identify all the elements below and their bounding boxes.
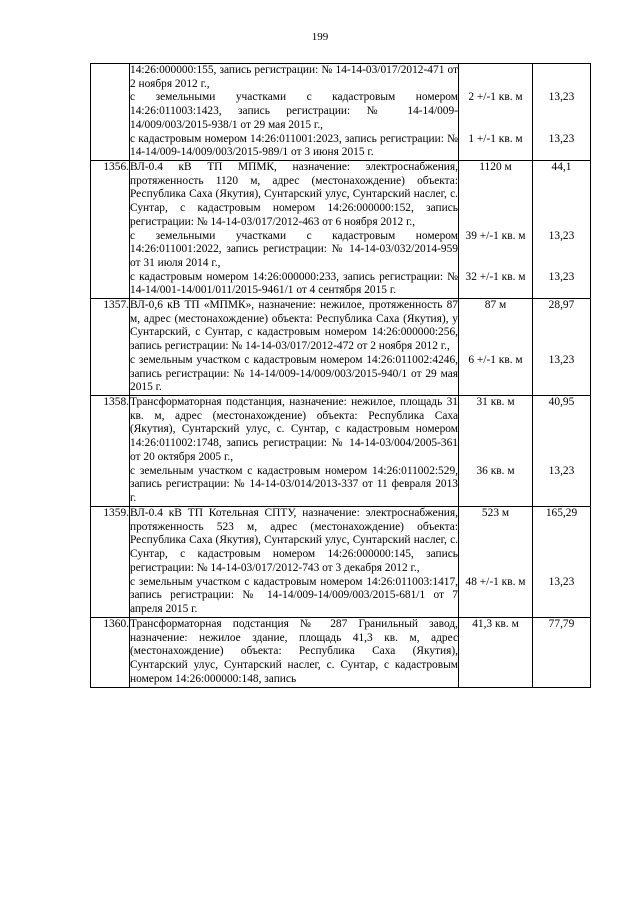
table-row (91, 299, 591, 396)
description-segment: с земельным участком с кадастровым номером 14:26:011002:529, запись регистрации: № 14-14-03/014/2013-337 от 11 февраля 2013 г. (130, 464, 458, 504)
cost-value: 40,95 (548, 396, 575, 409)
cost-column (533, 396, 591, 507)
cost-value: 28,97 (548, 299, 575, 312)
description-segment: с земельными участками с кадастровым номером 14:26:011003:1423, запись регистрации: № 14-14/009-14/009/003/2015-938/1 от 29 мая 2015 г., (130, 91, 458, 131)
area-value: 1 +/-1 кв. м (468, 133, 523, 145)
table-row (91, 161, 591, 299)
description-segment: с кадастровым номером 14:26:000000:233, запись регистрации: № 14-14/001-14/001/011/2015-9461/1 от 4 сентября 2015 г. (130, 270, 458, 297)
area-value: 87 м (484, 299, 507, 312)
description-segment: ВЛ-0,6 кВ ТП «МПМК», назначение: нежилое, протяженность 87 м, адрес (местонахождение) объекта: Республика Саха (Якутия), у Сунтарский, с Сунтар, с кадастровым номером 14:26:000000:256, запись регистрации: № 14-14-03/017/2012-472 от 2 ноября 2012 г., (130, 299, 458, 353)
area-value: 48 +/-1 кв. м (465, 576, 526, 589)
area-column (459, 396, 533, 507)
cost-column (533, 161, 591, 299)
cost-value: 77,79 (548, 618, 575, 631)
description-segment: с кадастровым номером 14:26:011001:2023, запись регистрации: № 14-14/009-14/009/003/2015-989/1 от 3 июня 2015 г. (130, 132, 458, 159)
cost-value: 13,23 (548, 91, 575, 103)
cost-value: 13,23 (548, 576, 575, 589)
description-segment: с земельным участком с кадастровым номером 14:26:011002:4246, запись регистрации: № 14-14/009-14/009/003/2015-940/1 от 29 мая 2015 г. (130, 353, 458, 394)
cost-value: 13,23 (548, 354, 575, 367)
cost-value: 165,29 (545, 507, 578, 520)
cost-value: 13,23 (548, 465, 575, 478)
table-row (91, 64, 591, 161)
area-column (459, 618, 533, 688)
row-number: 1360. (91, 618, 130, 688)
object-description (130, 64, 459, 161)
row-number: 1358. (91, 396, 130, 507)
area-value: 2 +/-1 кв. м (468, 91, 523, 103)
object-description (130, 507, 459, 618)
description-segment: Трансформаторная подстанция № 287 Гранильный завод, назначение: нежилое здание, площадь 41,3 кв. м, адрес (местонахождение) объекта: Республика Саха (Якутия), Сунтарский улус, Сунтарский наслег, с. Сунтар, с кадастровым номером 14:26:000000:148, запись (130, 618, 458, 685)
object-description (130, 618, 459, 688)
cost-value (533, 64, 590, 91)
area-value: 1120 м (479, 161, 512, 173)
table-row (91, 618, 591, 688)
description-segment: ВЛ-0.4 кВ ТП МПМК, назначение: электроснабжения, протяженность 1120 м, адрес (местонахождение) объекта: Республика Саха (Якутия), Сунтарский улус, Сунтарский наслег, с. Сунтар, с кадастровым номером 14:26:000000:152, запись регистрации: № 14-14-03/017/2012-463 от 6 ноября 2012 г., (130, 161, 458, 228)
cost-column (533, 299, 591, 396)
description-segment: ВЛ-0.4 кВ ТП Котельная СПТУ, назначение: электроснабжения, протяженность 523 м, адрес (местонахождение) объекта: Республика Саха (Якутия), Сунтарский улус, Сунтарский наслег, с. Сунтар, с кадастровым номером 14:26:000000:145, запись регистрации: № 14-14-03/017/2012-743 от 3 декабря 2012 г., (130, 507, 458, 574)
area-value: 523 м (481, 507, 510, 520)
area-value: 36 кв. м (476, 465, 515, 478)
table-row (91, 507, 591, 618)
area-value: 6 +/-1 кв. м (468, 354, 523, 367)
cost-value: 13,23 (548, 133, 575, 145)
cost-column (533, 64, 591, 161)
row-number: 1359. (91, 507, 130, 618)
description-segment: Трансформаторная подстанция, назначение: нежилое, площадь 31 кв. м, адрес (местонахождение) объекта: Республика Саха (Якутия), Сунтарский улус, с. Сунтар, с кадастровым номером 14:26:011002:1748, запись регистрации: № 14-14-03/004/2005-361 от 20 октября 2005 г., (130, 396, 458, 463)
area-value (459, 64, 532, 91)
area-value: 32 +/-1 кв. м (465, 271, 526, 283)
area-column (459, 64, 533, 161)
description-segment: с земельным участком с кадастровым номером 14:26:011003:1417, запись регистрации: № 14-14/009-14/009/003/2015-681/1 от 7 апреля 2015 г. (130, 575, 458, 615)
row-number: 1356. (91, 161, 130, 299)
description-segment: с земельными участками с кадастровым номером 14:26:011001:2022, запись регистрации: № 14-14-03/032/2014-959 от 31 июля 2014 г., (130, 229, 458, 269)
cost-value: 44,1 (551, 161, 572, 173)
area-value: 41,3 кв. м (472, 618, 519, 631)
object-description (130, 161, 459, 299)
area-column (459, 161, 533, 299)
table-row (91, 396, 591, 507)
cost-value: 13,23 (548, 271, 575, 283)
area-value: 31 кв. м (476, 396, 515, 409)
object-description (130, 299, 459, 396)
description-segment: 14:26:000000:155, запись регистрации: № 14-14-03/017/2012-471 от 2 ноября 2012 г., (130, 64, 458, 90)
row-number: 1357. (91, 299, 130, 396)
area-column (459, 299, 533, 396)
cost-column (533, 618, 591, 688)
area-value: 39 +/-1 кв. м (465, 230, 526, 242)
page-number: 199 (311, 31, 329, 43)
object-description (130, 396, 459, 507)
area-column (459, 507, 533, 618)
cost-column (533, 507, 591, 618)
registry-table (90, 63, 591, 688)
cost-value: 13,23 (548, 230, 575, 242)
row-number (91, 64, 130, 161)
